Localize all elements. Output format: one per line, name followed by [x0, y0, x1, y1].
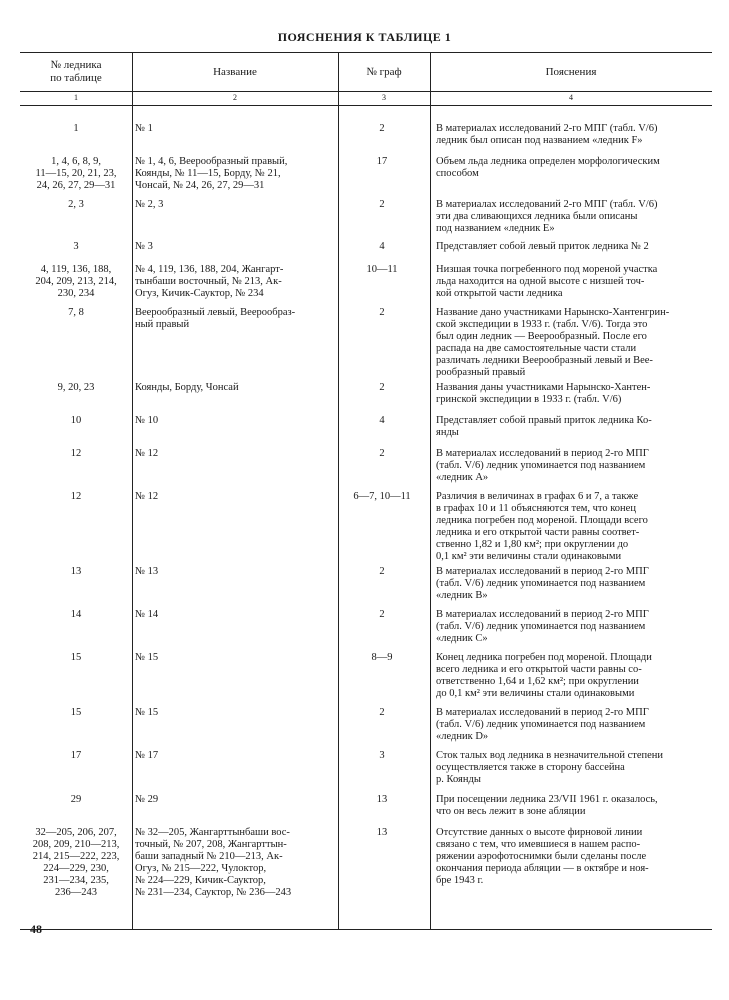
- glacier-name: [135, 794, 335, 806]
- text-line: точный, № 207, 208, Жангарттын-: [135, 839, 287, 850]
- text-line: № 12: [135, 448, 159, 459]
- text-line: При посещении ледника 23/VII 1961 г. оказалось,: [436, 794, 658, 805]
- note: [436, 156, 706, 180]
- header-name: Название: [213, 65, 257, 78]
- glacier-name: [135, 156, 335, 192]
- text-line: Сток талых вод ледника в незначительной степени: [436, 750, 664, 761]
- text-line: В материалах исследований в период 2-го МПГ: [436, 448, 649, 459]
- text-line: 17: [70, 750, 82, 761]
- text-line: 214, 215—222, 223,: [32, 851, 120, 862]
- text-line: № 231—234, Сауктор, № 236—243: [135, 887, 292, 898]
- glacier-no: [20, 156, 132, 192]
- note: [436, 491, 706, 563]
- text-line: 12: [70, 491, 82, 502]
- text-line: ответственно 1,64 и 1,62 км²; при округлении: [436, 676, 639, 687]
- glacier-name: [135, 827, 335, 899]
- column-number: 4: [569, 93, 573, 102]
- text-line: был один ледник — Веерообразный. После его: [436, 331, 647, 342]
- text-line: Представляет собой левый приток ледника № 2: [436, 241, 649, 252]
- glacier-no: [20, 264, 132, 300]
- text-line: Конец ледника погребен под мореной. Площади: [436, 652, 652, 663]
- text-line: № 12: [135, 491, 159, 502]
- text-line: № 1: [135, 123, 153, 134]
- text-line: № 224—229, Кичик-Сауктор,: [135, 875, 266, 886]
- text-line: 15: [70, 707, 82, 718]
- glacier-no: [20, 241, 132, 253]
- text-line: распада на две самостоятельные части стали: [436, 343, 637, 354]
- glacier-no: [20, 794, 132, 806]
- text-line: 2: [379, 382, 385, 393]
- glacier-no: [20, 491, 132, 503]
- text-line: ской экспедиции в 1933 г. (табл. V/6). Тогда это: [436, 319, 648, 330]
- text-line: осуществляется также в сторону бассейна: [436, 762, 625, 773]
- text-line: 0,1 км² эти величины стали одинаковыми: [436, 551, 622, 562]
- text-line: окончания периода абляции — в октябре и ноя-: [436, 863, 649, 874]
- glacier-no: [20, 382, 132, 394]
- graph-no: [342, 241, 422, 253]
- header-graph: № граф: [366, 65, 402, 78]
- glacier-name: [135, 707, 335, 719]
- text-line: эти два сливающихся ледника были описаны: [436, 211, 638, 222]
- text-line: 3: [379, 750, 385, 761]
- text-line: различать ледники Веерообразный левый и Вее-: [436, 355, 653, 366]
- text-line: что он весь лежит в зоне абляции: [436, 806, 586, 817]
- text-line: всего ледника и его открытой части равны со-: [436, 664, 642, 675]
- glacier-name: [135, 241, 335, 253]
- glacier-no: [20, 448, 132, 460]
- text-line: 6—7, 10—11: [353, 491, 411, 502]
- text-line: 236—243: [55, 887, 97, 898]
- text-line: 231—234, 235,: [43, 875, 109, 886]
- text-line: рообразный правый: [436, 367, 526, 378]
- text-line: Название дано участниками Нарынско-Хантенгрин-: [436, 307, 670, 318]
- text-line: № 29: [135, 794, 159, 805]
- text-line: 2: [379, 307, 385, 318]
- text-line: ряжении аэрофотоснимки были сделаны после: [436, 851, 647, 862]
- explanations-table: [20, 52, 712, 930]
- text-line: (табл. V/6) ледник упоминается под названием: [436, 460, 646, 471]
- text-line: 208, 209, 210—213,: [32, 839, 120, 850]
- header-notes: Пояснения: [545, 65, 597, 78]
- text-line: 14: [70, 609, 82, 620]
- glacier-name: [135, 652, 335, 664]
- graph-no: [342, 415, 422, 427]
- text-line: Отсутствие данных о высоте фирновой линии: [436, 827, 643, 838]
- column-number: 3: [382, 93, 386, 102]
- text-line: Названия даны участниками Нарынско-Хантен-: [436, 382, 651, 393]
- text-line: Различия в величинах в графах 6 и 7, а также: [436, 491, 639, 502]
- note: [436, 794, 706, 818]
- text-line: 10: [70, 415, 82, 426]
- note: [436, 750, 706, 786]
- text-line: янды: [436, 427, 459, 438]
- graph-no: [342, 491, 422, 503]
- text-line: «ледник C»: [436, 633, 488, 644]
- text-line: ледника погребен под мореной. Площади всего: [436, 515, 648, 526]
- text-line: № ледника: [50, 59, 102, 71]
- text-line: Огуз, Кичик-Сауктор, № 234: [135, 288, 264, 299]
- text-line: 13: [376, 827, 388, 838]
- text-line: 2: [379, 609, 385, 620]
- text-line: ственно 1,82 и 1,80 км²; при округлении до: [436, 539, 629, 550]
- text-line: 2: [379, 566, 385, 577]
- glacier-name: [135, 491, 335, 503]
- graph-no: [342, 448, 422, 460]
- text-line: (табл. V/6) ледник упоминается под названием: [436, 578, 646, 589]
- note: [436, 448, 706, 484]
- header-glacier-no: [20, 53, 132, 91]
- graph-no: [342, 707, 422, 719]
- note: [436, 707, 706, 743]
- text-line: В материалах исследований 2-го МПГ (табл. V/6): [436, 199, 658, 210]
- text-line: № 2, 3: [135, 199, 164, 210]
- glacier-name: [135, 123, 335, 135]
- text-line: 2: [379, 199, 385, 210]
- graph-no: [342, 123, 422, 135]
- graph-no: [342, 199, 422, 211]
- note: [436, 652, 706, 700]
- glacier-no: [20, 415, 132, 427]
- page-title: ПОЯСНЕНИЯ К ТАБЛИЦЕ 1: [277, 30, 452, 44]
- text-line: 29: [70, 794, 82, 805]
- glacier-name: [135, 750, 335, 762]
- text-line: 13: [70, 566, 82, 577]
- text-line: В материалах исследований в период 2-го МПГ: [436, 707, 649, 718]
- column-number: 2: [233, 93, 237, 102]
- text-line: № 10: [135, 415, 159, 426]
- text-line: 2, 3: [68, 199, 84, 210]
- text-line: 230, 234: [57, 288, 95, 299]
- text-line: 2: [379, 123, 385, 134]
- text-line: В материалах исследований 2-го МПГ (табл. V/6): [436, 123, 658, 134]
- text-line: Объем льда ледника определен морфологическим: [436, 156, 660, 167]
- text-line: Представляет собой правый приток ледника Ко-: [436, 415, 652, 426]
- graph-no: [342, 794, 422, 806]
- text-line: 4, 119, 136, 188,: [40, 264, 112, 275]
- text-line: 15: [70, 652, 82, 663]
- glacier-no: [20, 652, 132, 664]
- graph-no: [342, 750, 422, 762]
- header-divider: [20, 105, 712, 106]
- text-line: способом: [436, 168, 479, 179]
- glacier-no: [20, 609, 132, 621]
- text-line: 4: [379, 415, 385, 426]
- text-line: (табл. V/6) ледник упоминается под названием: [436, 719, 646, 730]
- text-line: № 13: [135, 566, 159, 577]
- glacier-no: [20, 566, 132, 578]
- graph-no: [342, 307, 422, 319]
- note: [436, 382, 706, 406]
- column-divider: [132, 53, 133, 929]
- text-line: 13: [376, 794, 388, 805]
- text-line: 2: [379, 448, 385, 459]
- text-line: ледник был описан под названием «ледник F»: [436, 135, 643, 146]
- text-line: 11—15, 20, 21, 23,: [35, 168, 117, 179]
- glacier-name: [135, 566, 335, 578]
- text-line: Коянды, Борду, Чонсай: [135, 382, 239, 393]
- text-line: в графах 10 и 11 объясняются тем, что конец: [436, 503, 636, 514]
- text-line: 9, 20, 23: [57, 382, 95, 393]
- glacier-no: [20, 199, 132, 211]
- text-line: тынбаши восточный, № 213, Ак-: [135, 276, 282, 287]
- text-line: кой открытой части ледника: [436, 288, 563, 299]
- text-line: № 17: [135, 750, 159, 761]
- text-line: ледника и его открытой части равны соответ-: [436, 527, 640, 538]
- glacier-name: [135, 448, 335, 460]
- glacier-name: [135, 199, 335, 211]
- page-number: 48: [30, 922, 42, 936]
- glacier-no: [20, 123, 132, 135]
- note: [436, 264, 706, 300]
- text-line: под названием «ледник E»: [436, 223, 555, 234]
- text-line: 2: [379, 707, 385, 718]
- text-line: 224—229, 230,: [43, 863, 109, 874]
- text-line: р. Коянды: [436, 774, 481, 785]
- glacier-name: [135, 609, 335, 621]
- text-line: 10—11: [366, 264, 398, 275]
- text-line: связано с тем, что имевшиеся в нашем распо-: [436, 839, 641, 850]
- text-line: 32—205, 206, 207,: [35, 827, 117, 838]
- text-line: № 15: [135, 707, 159, 718]
- glacier-no: [20, 307, 132, 319]
- text-line: 12: [70, 448, 82, 459]
- text-line: № 4, 119, 136, 188, 204, Жангарт-: [135, 264, 284, 275]
- text-line: № 3: [135, 241, 153, 252]
- text-line: баши западный № 210—213, Ак-: [135, 851, 283, 862]
- column-number: 1: [74, 93, 78, 102]
- note: [436, 609, 706, 645]
- text-line: «ледник D»: [436, 731, 489, 742]
- graph-no: [342, 264, 422, 276]
- text-line: № 15: [135, 652, 159, 663]
- text-line: до 0,1 км² эти величины стали одинаковыми: [436, 688, 635, 699]
- text-line: «ледник A»: [436, 472, 489, 483]
- glacier-no: [20, 750, 132, 762]
- text-line: 1: [73, 123, 79, 134]
- text-line: (табл. V/6) ледник упоминается под названием: [436, 621, 646, 632]
- text-line: гринской экспедиции в 1933 г. (табл. V/6): [436, 394, 622, 405]
- graph-no: [342, 156, 422, 168]
- graph-no: [342, 382, 422, 394]
- text-line: льда находится на одной высоте с низшей точ-: [436, 276, 645, 287]
- glacier-name: [135, 264, 335, 300]
- text-line: 17: [376, 156, 388, 167]
- text-line: 24, 26, 27, 29—31: [36, 180, 116, 191]
- glacier-no: [20, 707, 132, 719]
- text-line: № 14: [135, 609, 159, 620]
- text-line: «ледник B»: [436, 590, 488, 601]
- note: [436, 415, 706, 439]
- graph-no: [342, 652, 422, 664]
- note: [436, 199, 706, 235]
- graph-no: [342, 566, 422, 578]
- text-line: № 1, 4, 6, Веерообразный правый,: [135, 156, 288, 167]
- note: [436, 241, 706, 253]
- text-line: 8—9: [371, 652, 393, 663]
- note: [436, 123, 706, 147]
- glacier-name: [135, 415, 335, 427]
- text-line: Коянды, № 11—15, Борду, № 21,: [135, 168, 281, 179]
- text-line: Веерообразный левый, Веерообраз-: [135, 307, 296, 318]
- text-line: Чонсай, № 24, 26, 27, 29—31: [135, 180, 265, 191]
- note: [436, 566, 706, 602]
- column-divider: [338, 53, 339, 929]
- glacier-no: [20, 827, 132, 899]
- text-line: В материалах исследований в период 2-го МПГ: [436, 566, 649, 577]
- text-line: 204, 209, 213, 214,: [35, 276, 117, 287]
- text-line: 3: [73, 241, 79, 252]
- text-line: № 32—205, Жангарттынбаши вос-: [135, 827, 290, 838]
- text-line: бре 1943 г.: [436, 875, 484, 886]
- note: [436, 307, 706, 379]
- column-divider: [430, 53, 431, 929]
- graph-no: [342, 609, 422, 621]
- glacier-name: [135, 382, 335, 394]
- glacier-name: [135, 307, 335, 331]
- text-line: 7, 8: [68, 307, 84, 318]
- text-line: ный правый: [135, 319, 190, 330]
- text-line: 1, 4, 6, 8, 9,: [51, 156, 101, 167]
- text-line: по таблице: [50, 72, 102, 84]
- text-line: Огуз, № 215—222, Чулоктор,: [135, 863, 267, 874]
- note: [436, 827, 706, 887]
- text-line: Низшая точка погребенного под мореной участка: [436, 264, 658, 275]
- text-line: 4: [379, 241, 385, 252]
- graph-no: [342, 827, 422, 839]
- text-line: В материалах исследований в период 2-го МПГ: [436, 609, 649, 620]
